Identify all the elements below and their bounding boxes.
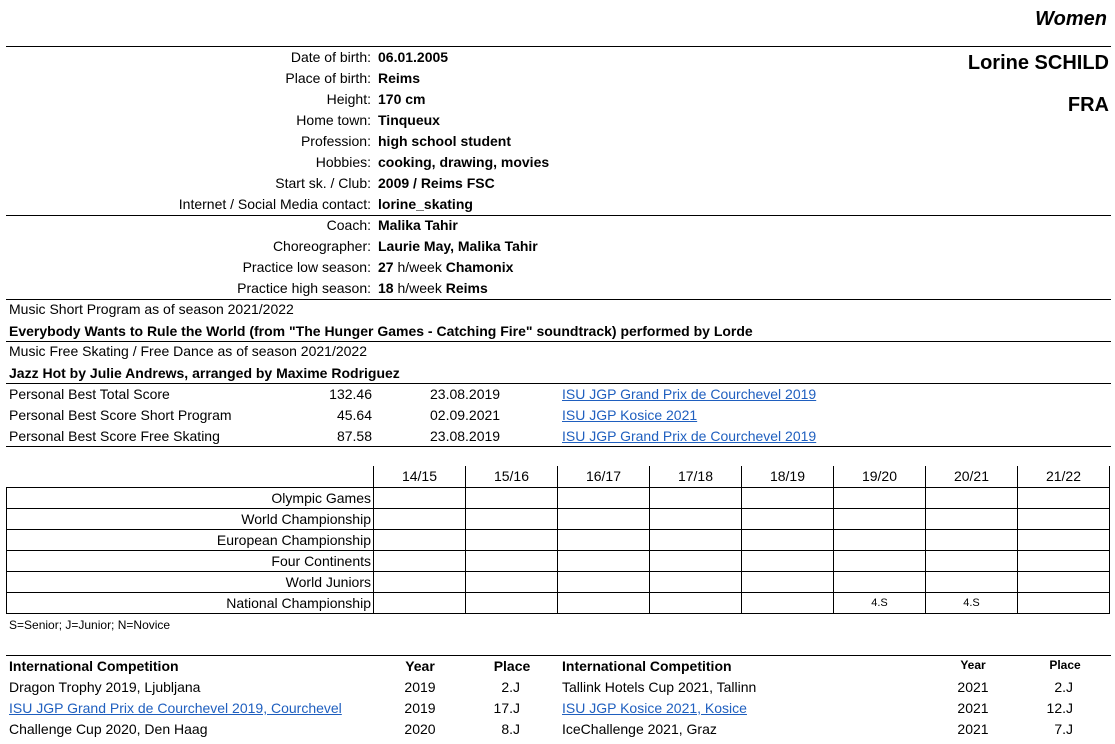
pb-label: Personal Best Total Score bbox=[9, 386, 170, 402]
season-header: 20/21 bbox=[926, 466, 1018, 487]
bio-value: 2009 / Reims FSC bbox=[378, 175, 495, 191]
bio-label: Place of birth: bbox=[285, 70, 371, 86]
pb-event-link[interactable]: ISU JGP Grand Prix de Courchevel 2019 bbox=[562, 428, 817, 444]
championship-result bbox=[466, 487, 558, 508]
coach-label: Coach: bbox=[326, 217, 371, 233]
pb-date: 23.08.2019 bbox=[430, 428, 501, 444]
divider bbox=[6, 215, 1111, 216]
championship-result bbox=[834, 571, 926, 592]
championship-name: National Championship bbox=[7, 592, 374, 613]
intl-year: 2021 bbox=[957, 679, 989, 695]
athlete-name: Lorine SCHILD bbox=[967, 52, 1109, 74]
bio-value: 170 cm bbox=[378, 91, 426, 107]
intl-col-place: Place bbox=[1049, 658, 1081, 672]
championship-row bbox=[7, 487, 1110, 508]
intl-year: 2021 bbox=[957, 721, 989, 737]
championship-table bbox=[6, 466, 1110, 614]
intl-place: 8.J bbox=[501, 721, 520, 737]
championship-result bbox=[650, 529, 742, 550]
bio-value: 06.01.2005 bbox=[378, 49, 449, 65]
intl-col-comp: International Competition bbox=[562, 658, 732, 674]
coach-value: Malika Tahir bbox=[378, 217, 458, 233]
championship-row bbox=[7, 571, 1110, 592]
practice-high-place: Reims bbox=[445, 280, 488, 296]
championship-result bbox=[834, 550, 926, 571]
bio-label: Hobbies: bbox=[315, 154, 371, 170]
championship-result bbox=[926, 571, 1018, 592]
championship-result bbox=[742, 487, 834, 508]
divider bbox=[6, 655, 1111, 656]
intl-comp-link[interactable]: ISU JGP Kosice 2021, Kosice bbox=[562, 700, 747, 716]
legend: S=Senior; J=Junior; N=Novice bbox=[9, 618, 171, 632]
championship-result bbox=[650, 508, 742, 529]
championship-result bbox=[558, 550, 650, 571]
pb-label: Personal Best Score Free Skating bbox=[9, 428, 220, 444]
athlete-nation: FRA bbox=[1067, 94, 1109, 116]
intl-year: 2019 bbox=[404, 700, 436, 716]
practice-low-value bbox=[378, 259, 513, 275]
championship-result bbox=[374, 592, 466, 613]
championship-result bbox=[558, 592, 650, 613]
championship-result bbox=[374, 571, 466, 592]
divider bbox=[6, 383, 1111, 384]
championship-result bbox=[1018, 550, 1110, 571]
season-header: 19/20 bbox=[834, 466, 926, 487]
championship-result bbox=[374, 529, 466, 550]
championship-result bbox=[1018, 592, 1110, 613]
championship-result bbox=[1018, 508, 1110, 529]
championship-result bbox=[1018, 487, 1110, 508]
intl-year: 2021 bbox=[957, 700, 989, 716]
season-header-row bbox=[7, 466, 1110, 487]
championship-result: 4.S bbox=[926, 592, 1018, 613]
championship-result bbox=[834, 508, 926, 529]
championship-result bbox=[926, 529, 1018, 550]
social-media-value: lorine_skating bbox=[378, 196, 473, 212]
championship-result bbox=[558, 571, 650, 592]
championship-result bbox=[466, 592, 558, 613]
championship-row bbox=[7, 550, 1110, 571]
championship-result bbox=[466, 508, 558, 529]
bio-label: Internet / Social Media contact: bbox=[178, 196, 371, 212]
intl-year: 2020 bbox=[404, 721, 436, 737]
intl-comp: Challenge Cup 2020, Den Haag bbox=[9, 721, 208, 737]
championship-result bbox=[1018, 529, 1110, 550]
season-header: 16/17 bbox=[558, 466, 650, 487]
intl-place: 12.J bbox=[1046, 700, 1073, 716]
music-fs-label: Music Free Skating / Free Dance as of season 2021/2022 bbox=[9, 343, 367, 359]
championship-rows bbox=[7, 487, 1110, 613]
pb-score: 132.46 bbox=[329, 386, 372, 402]
bio-value: high school student bbox=[378, 133, 511, 149]
championship-result bbox=[742, 571, 834, 592]
bio-label: Height: bbox=[326, 91, 371, 107]
championship-name: European Championship bbox=[7, 529, 374, 550]
pb-event-link[interactable]: ISU JGP Kosice 2021 bbox=[562, 407, 698, 423]
divider bbox=[6, 341, 1111, 342]
championship-result bbox=[466, 550, 558, 571]
divider bbox=[6, 299, 1111, 300]
practice-low-unit: h/week bbox=[397, 259, 442, 275]
practice-low-hours: 27 bbox=[378, 259, 394, 275]
pb-score: 45.64 bbox=[336, 407, 372, 423]
music-sp-title: Everybody Wants to Rule the World (from "The Hunger Games - Catching Fire" soundtrack) performed by Lorde bbox=[9, 323, 753, 339]
championship-result bbox=[466, 529, 558, 550]
bio-value: cooking, drawing, movies bbox=[378, 154, 550, 170]
bio-value: Tinqueux bbox=[378, 112, 440, 128]
practice-low-place: Chamonix bbox=[445, 259, 514, 275]
championship-name: World Juniors bbox=[7, 571, 374, 592]
championship-result: 4.S bbox=[834, 592, 926, 613]
championship-result bbox=[742, 550, 834, 571]
practice-high-label: Practice high season: bbox=[237, 280, 371, 296]
championship-row bbox=[7, 529, 1110, 550]
championship-result bbox=[650, 487, 742, 508]
championship-result bbox=[926, 550, 1018, 571]
practice-high-unit: h/week bbox=[397, 280, 442, 296]
intl-place: 17.J bbox=[493, 700, 520, 716]
pb-label: Personal Best Score Short Program bbox=[9, 407, 232, 423]
championship-result bbox=[742, 508, 834, 529]
intl-comp: IceChallenge 2021, Graz bbox=[562, 721, 717, 737]
divider bbox=[6, 446, 1111, 447]
corner-cell bbox=[7, 466, 374, 487]
championship-name: World Championship bbox=[7, 508, 374, 529]
championship-result bbox=[650, 571, 742, 592]
championship-result bbox=[374, 508, 466, 529]
championship-result bbox=[374, 487, 466, 508]
championship-name: Four Continents bbox=[7, 550, 374, 571]
bio-label: Date of birth: bbox=[290, 49, 371, 65]
season-header: 21/22 bbox=[1018, 466, 1110, 487]
music-fs-title: Jazz Hot by Julie Andrews, arranged by Maxime Rodriguez bbox=[9, 365, 400, 381]
championship-result bbox=[1018, 571, 1110, 592]
season-header: 15/16 bbox=[466, 466, 558, 487]
music-sp-label: Music Short Program as of season 2021/2022 bbox=[9, 301, 294, 317]
championship-result bbox=[834, 529, 926, 550]
divider bbox=[6, 46, 1111, 47]
bio-label: Start sk. / Club: bbox=[275, 175, 371, 191]
season-header: 17/18 bbox=[650, 466, 742, 487]
pb-date: 02.09.2021 bbox=[430, 407, 501, 423]
championship-result bbox=[558, 508, 650, 529]
championship-result bbox=[926, 508, 1018, 529]
championship-result bbox=[650, 592, 742, 613]
season-header: 18/19 bbox=[742, 466, 834, 487]
championship-result bbox=[926, 487, 1018, 508]
bio-label: Home town: bbox=[296, 112, 371, 128]
bio-value: Reims bbox=[378, 70, 421, 86]
category-title: Women bbox=[1035, 8, 1107, 30]
championship-row bbox=[7, 508, 1110, 529]
pb-date: 23.08.2019 bbox=[430, 386, 501, 402]
pb-score: 87.58 bbox=[336, 428, 372, 444]
championship-result bbox=[558, 487, 650, 508]
championship-result bbox=[650, 550, 742, 571]
championship-result bbox=[742, 529, 834, 550]
choreographer-value: Laurie May, Malika Tahir bbox=[378, 238, 538, 254]
practice-high-hours: 18 bbox=[378, 280, 394, 296]
championship-result bbox=[558, 529, 650, 550]
championship-result bbox=[374, 550, 466, 571]
intl-comp: Dragon Trophy 2019, Ljubljana bbox=[9, 679, 201, 695]
championship-row bbox=[7, 592, 1110, 613]
intl-col-year: Year bbox=[960, 658, 986, 672]
bio-label: Profession: bbox=[300, 133, 371, 149]
intl-place: 2.J bbox=[501, 679, 520, 695]
pb-event-link[interactable]: ISU JGP Grand Prix de Courchevel 2019 bbox=[562, 386, 817, 402]
intl-year: 2019 bbox=[404, 679, 436, 695]
choreographer-label: Choreographer: bbox=[272, 238, 371, 254]
championship-name: Olympic Games bbox=[7, 487, 374, 508]
championship-result bbox=[834, 487, 926, 508]
intl-comp: Tallink Hotels Cup 2021, Tallinn bbox=[562, 679, 757, 695]
intl-col-year: Year bbox=[405, 658, 435, 674]
championship-result bbox=[466, 571, 558, 592]
practice-high-value bbox=[378, 280, 488, 296]
practice-low-label: Practice low season: bbox=[242, 259, 371, 275]
intl-place: 7.J bbox=[1054, 721, 1073, 737]
intl-place: 2.J bbox=[1054, 679, 1073, 695]
championship-result bbox=[742, 592, 834, 613]
season-header: 14/15 bbox=[374, 466, 466, 487]
intl-col-place: Place bbox=[493, 658, 531, 674]
intl-col-comp: International Competition bbox=[9, 658, 179, 674]
intl-comp-link[interactable]: ISU JGP Grand Prix de Courchevel 2019, Courchevel bbox=[9, 700, 342, 716]
